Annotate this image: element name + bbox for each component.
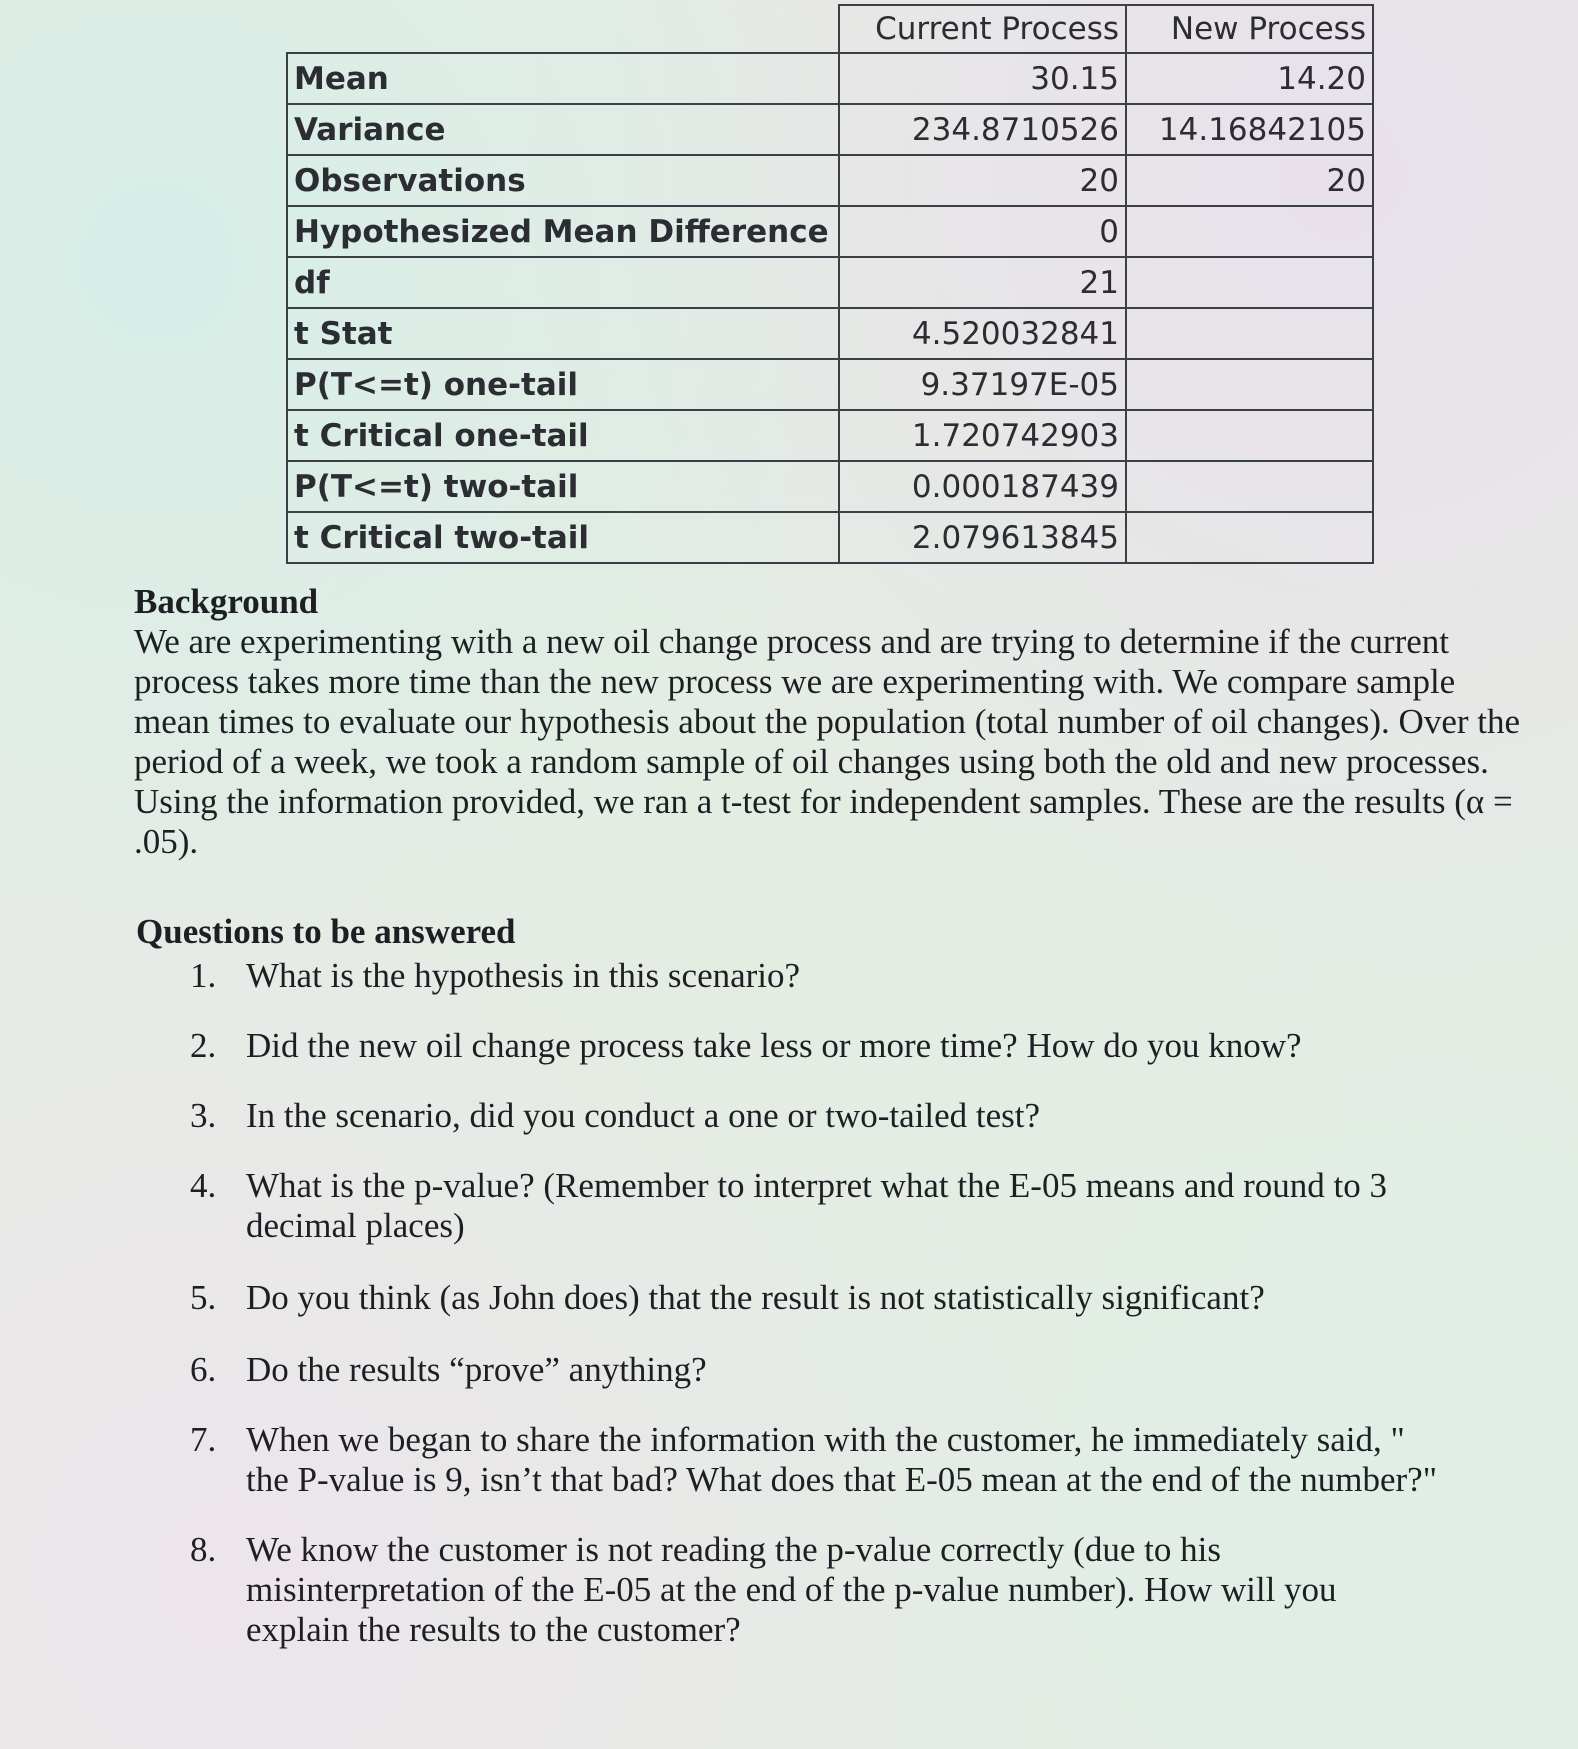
table-header-row <box>287 5 1373 53</box>
list-item <box>190 1096 1536 1136</box>
question-text: What is the hypothesis in this scenario? <box>246 956 801 995</box>
current-process-cell: 1.720742903 <box>839 410 1126 461</box>
row-label-cell: t Critical two-tail <box>287 512 839 563</box>
list-item <box>190 956 1536 996</box>
row-label-cell: Mean <box>287 53 839 104</box>
new-process-cell: 20 <box>1126 155 1373 206</box>
background-heading: Background <box>134 582 319 621</box>
background-paragraph: We are experimenting with a new oil change process and are trying to determine if the current process takes more time than the new process we are experimenting with. We compare sample mean times to evaluate our hypothesis about the population (total number of oil changes). Over the period of a week, we took a random sample of oil changes using both the old and new processes. Using the information provided, we ran a t-test for independent samples. These are the results (α = .05). <box>134 622 1521 861</box>
table-row <box>287 155 1373 206</box>
current-process-cell: 21 <box>839 257 1126 308</box>
table-row <box>287 104 1373 155</box>
current-process-cell: 9.37197E-05 <box>839 359 1126 410</box>
table-row <box>287 512 1373 563</box>
background-section <box>134 582 1534 862</box>
question-number: 4. <box>190 1166 217 1205</box>
table-body <box>287 53 1373 563</box>
question-text: What is the p-value? (Remember to interpret what the E-05 means and round to 3 decimal places) <box>246 1166 1388 1245</box>
list-item <box>190 1166 1536 1246</box>
table-row <box>287 206 1373 257</box>
question-text: In the scenario, did you conduct a one or two-tailed test? <box>246 1096 1041 1135</box>
table-row <box>287 359 1373 410</box>
table-row <box>287 308 1373 359</box>
header-current-process: Current Process <box>839 5 1126 53</box>
list-item <box>190 1420 1536 1500</box>
new-process-cell <box>1126 512 1373 563</box>
new-process-cell <box>1126 206 1373 257</box>
row-label-cell: P(T<=t) two-tail <box>287 461 839 512</box>
row-label-cell: P(T<=t) one-tail <box>287 359 839 410</box>
row-label-cell: t Stat <box>287 308 839 359</box>
row-label-cell: Observations <box>287 155 839 206</box>
table-row <box>287 461 1373 512</box>
table-row <box>287 53 1373 104</box>
question-number: 7. <box>190 1420 217 1459</box>
questions-list <box>136 956 1536 1650</box>
list-item <box>190 1278 1536 1318</box>
list-item <box>190 1530 1536 1650</box>
list-item <box>190 1350 1536 1390</box>
current-process-cell: 20 <box>839 155 1126 206</box>
new-process-cell: 14.20 <box>1126 53 1373 104</box>
row-label-cell: Variance <box>287 104 839 155</box>
current-process-cell: 0.000187439 <box>839 461 1126 512</box>
row-label-cell: t Critical one-tail <box>287 410 839 461</box>
question-number: 2. <box>190 1026 217 1065</box>
questions-heading: Questions to be answered <box>136 912 516 951</box>
question-text: Do you think (as John does) that the result is not statistically significant? <box>246 1278 1265 1317</box>
table-row <box>287 410 1373 461</box>
current-process-cell: 4.520032841 <box>839 308 1126 359</box>
header-new-process: New Process <box>1126 5 1373 53</box>
question-number: 5. <box>190 1278 217 1317</box>
row-label-cell: Hypothesized Mean Difference <box>287 206 839 257</box>
table-row <box>287 257 1373 308</box>
new-process-cell <box>1126 359 1373 410</box>
row-label-cell: df <box>287 257 839 308</box>
question-number: 1. <box>190 956 217 995</box>
current-process-cell: 30.15 <box>839 53 1126 104</box>
question-text: Do the results “prove” anything? <box>246 1350 707 1389</box>
new-process-cell <box>1126 461 1373 512</box>
new-process-cell <box>1126 410 1373 461</box>
new-process-cell: 14.16842105 <box>1126 104 1373 155</box>
list-item <box>190 1026 1536 1066</box>
question-text: When we began to share the information with the customer, he immediately said, " the P-value is 9, isn’t that bad? What does that E-05 mean at the end of the number?" <box>246 1420 1437 1499</box>
question-text: Did the new oil change process take less or more time? How do you know? <box>246 1026 1302 1065</box>
current-process-cell: 2.079613845 <box>839 512 1126 563</box>
question-number: 3. <box>190 1096 217 1135</box>
header-empty-cell <box>287 5 839 53</box>
question-number: 6. <box>190 1350 217 1389</box>
current-process-cell: 0 <box>839 206 1126 257</box>
new-process-cell <box>1126 257 1373 308</box>
question-number: 8. <box>190 1530 217 1569</box>
new-process-cell <box>1126 308 1373 359</box>
questions-section <box>136 912 1536 1650</box>
current-process-cell: 234.8710526 <box>839 104 1126 155</box>
t-test-results-table <box>286 4 1374 564</box>
question-text: We know the customer is not reading the p-value correctly (due to his misinterpretation of the E-05 at the end of the p-value number). How will you explain the results to the customer? <box>246 1530 1337 1649</box>
